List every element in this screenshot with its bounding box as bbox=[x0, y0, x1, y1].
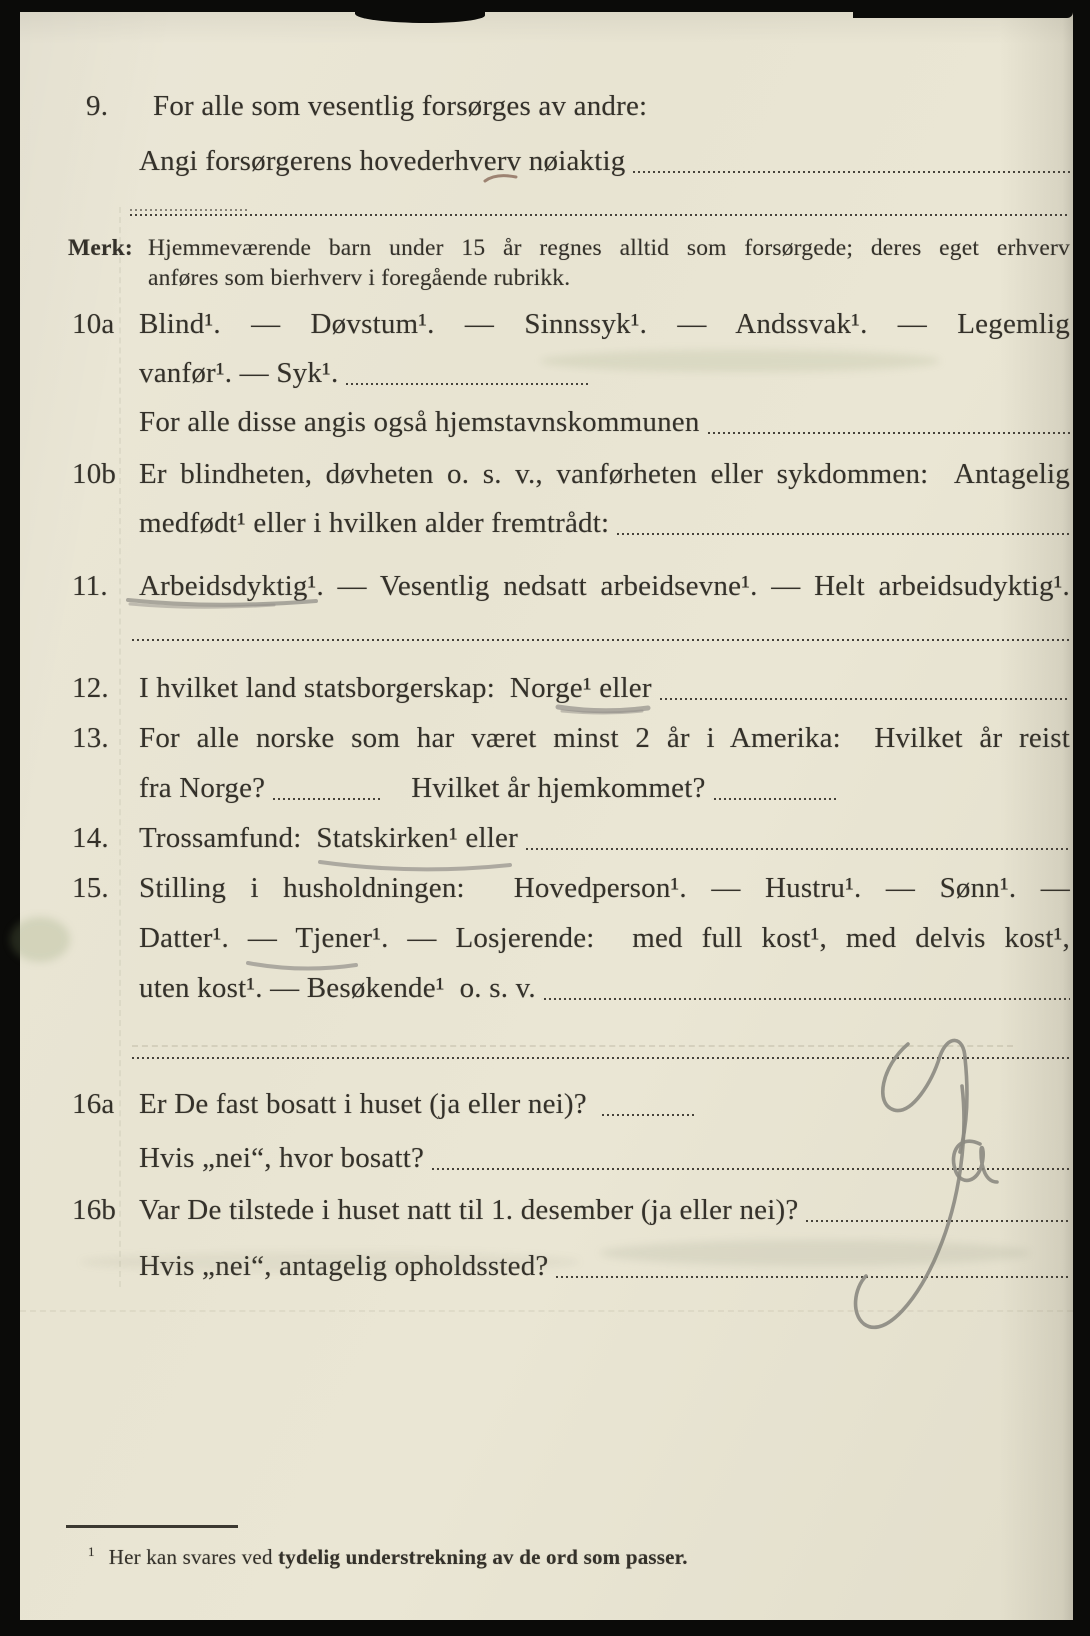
form-line-q9-answer bbox=[68, 143, 1070, 180]
form-line-q10b bbox=[68, 456, 1070, 493]
question-text: Angi forsørgerens hovederhverv nøiaktig bbox=[139, 145, 626, 177]
question-number: 11. bbox=[72, 570, 108, 602]
form-line-q14 bbox=[68, 820, 1070, 857]
scan-edge-artifact bbox=[355, 6, 485, 23]
form-line-q11 bbox=[68, 568, 1070, 605]
question-number: 14. bbox=[72, 822, 109, 854]
dotted-leader bbox=[806, 1219, 1070, 1222]
dotted-separator bbox=[132, 1056, 1070, 1059]
form-line-q16a bbox=[68, 1086, 1070, 1123]
question-text: Stilling i husholdningen: Hovedperson¹. — Hustru¹. — Sønn¹. — bbox=[139, 872, 1070, 904]
bleed-through-smudge bbox=[540, 350, 940, 372]
question-text: For alle disse angis også hjemstavnskommunen bbox=[139, 406, 700, 438]
footnote bbox=[88, 1539, 1070, 1570]
underlined-option: Tjener¹ bbox=[295, 922, 382, 954]
question-number: 10b bbox=[72, 458, 117, 490]
question-text: fra Norge? bbox=[139, 772, 266, 804]
question-text: Er De fast bosatt i huset (ja eller nei)? bbox=[139, 1088, 595, 1120]
dotted-leader bbox=[556, 1275, 1070, 1278]
bleed-through-line bbox=[132, 1045, 1013, 1047]
question-text: uten kost¹. — Besøkende¹ o. s. v. bbox=[139, 972, 536, 1004]
bleed-through-smudge bbox=[80, 1252, 580, 1272]
question-number: 12. bbox=[72, 672, 109, 704]
dotted-separator bbox=[130, 213, 1070, 216]
form-note-merk bbox=[68, 233, 1070, 263]
form-line-q10a bbox=[68, 306, 1070, 343]
dotted-leader bbox=[544, 997, 1070, 1000]
dotted-leader bbox=[617, 532, 1070, 535]
form-line-q13-cont bbox=[68, 770, 1070, 807]
dotted-leader bbox=[714, 797, 836, 800]
dotted-leader bbox=[708, 431, 1070, 434]
dotted-leader bbox=[526, 847, 1070, 850]
form-line-q10a-commune bbox=[68, 404, 1070, 441]
question-text: Hvis „nei“, hvor bosatt? bbox=[139, 1142, 425, 1174]
question-text: Hvis „nei“, antagelig opholdssted? bbox=[139, 1250, 549, 1282]
dotted-leader bbox=[346, 382, 591, 385]
question-text: Datter¹. — Tjener¹. — Losjerende: med full kost¹, med delvis kost¹, bbox=[139, 922, 1070, 954]
question-text: Var De tilstede i huset natt til 1. desember (ja eller nei)? bbox=[139, 1194, 799, 1226]
bleed-through-smudge bbox=[10, 917, 70, 962]
form-line-q10b-cont bbox=[68, 505, 1070, 542]
note-text: Hjemmeværende barn under 15 år regnes alltid som forsørgede; deres eget erhverv bbox=[148, 235, 1070, 261]
underlined-option: Statskirken¹ bbox=[316, 822, 458, 854]
question-text: Hvilket år hjemkommet? bbox=[411, 772, 706, 804]
dotted-leader bbox=[633, 170, 1070, 173]
question-number: 13. bbox=[72, 722, 109, 754]
question-number: 9. bbox=[86, 90, 109, 122]
form-line-q15-cont bbox=[68, 920, 1070, 957]
dotted-separator-double bbox=[130, 208, 250, 211]
form-line-q16b bbox=[68, 1192, 1070, 1229]
underlined-option: Norge¹ bbox=[509, 672, 592, 704]
form-line-q12 bbox=[68, 670, 1070, 707]
form-line-q16a-cont bbox=[68, 1140, 1070, 1177]
footnote-text: $^1$ Her kan svares ved tydelig understrekning av de ord som passer. bbox=[88, 1544, 688, 1569]
note-label: Merk: bbox=[68, 235, 133, 261]
question-number: 10a bbox=[72, 308, 115, 340]
form-line-q13 bbox=[68, 720, 1070, 757]
question-text: I hvilket land statsborgerskap: Norge¹ eller bbox=[139, 672, 652, 704]
dotted-leader bbox=[273, 797, 381, 800]
dotted-leader bbox=[602, 1113, 694, 1116]
question-text: For alle som vesentlig forsørges av andre: bbox=[153, 90, 648, 122]
underlined-option: Arbeidsdyktig¹ bbox=[139, 570, 317, 602]
scan-edge-artifact bbox=[853, 8, 1073, 18]
form-line-q9 bbox=[68, 88, 1070, 125]
dotted-separator bbox=[132, 638, 1070, 641]
bleed-through-smudge bbox=[600, 1240, 1030, 1266]
question-text: Er blindheten, døvheten o. s. v., vanførheten eller sykdommen: Antagelig bbox=[139, 458, 1070, 490]
question-text: Arbeidsdyktig¹. — Vesentlig nedsatt arbeidsevne¹. — Helt arbeidsudyktig¹. bbox=[139, 570, 1070, 602]
question-number: 15. bbox=[72, 872, 109, 904]
question-text: Trossamfund: Statskirken¹ eller bbox=[139, 822, 518, 854]
question-text: For alle norske som har været minst 2 år i Amerika: Hvilket år reist bbox=[139, 722, 1070, 754]
dotted-leader bbox=[432, 1167, 1070, 1170]
question-text: Blind¹. — Døvstum¹. — Sinnssyk¹. — Andssvak¹. — Legemlig bbox=[139, 308, 1070, 340]
question-text: vanfør¹. — Syk¹. bbox=[139, 357, 339, 389]
scanned-form-page bbox=[20, 12, 1073, 1620]
form-line-q15-cont2 bbox=[68, 970, 1070, 1007]
form-note-merk-line2 bbox=[68, 263, 1070, 293]
question-number: 16b bbox=[72, 1194, 117, 1226]
form-line-q15 bbox=[68, 870, 1070, 907]
footnote-rule bbox=[66, 1525, 238, 1528]
question-number: 16a bbox=[72, 1088, 115, 1120]
bleed-through-line bbox=[20, 1310, 1073, 1312]
dotted-leader bbox=[660, 697, 1070, 700]
question-text: medfødt¹ eller i hvilken alder fremtrådt: bbox=[139, 507, 610, 539]
note-text: anføres som bierhverv i foregående rubrikk. bbox=[148, 265, 571, 291]
